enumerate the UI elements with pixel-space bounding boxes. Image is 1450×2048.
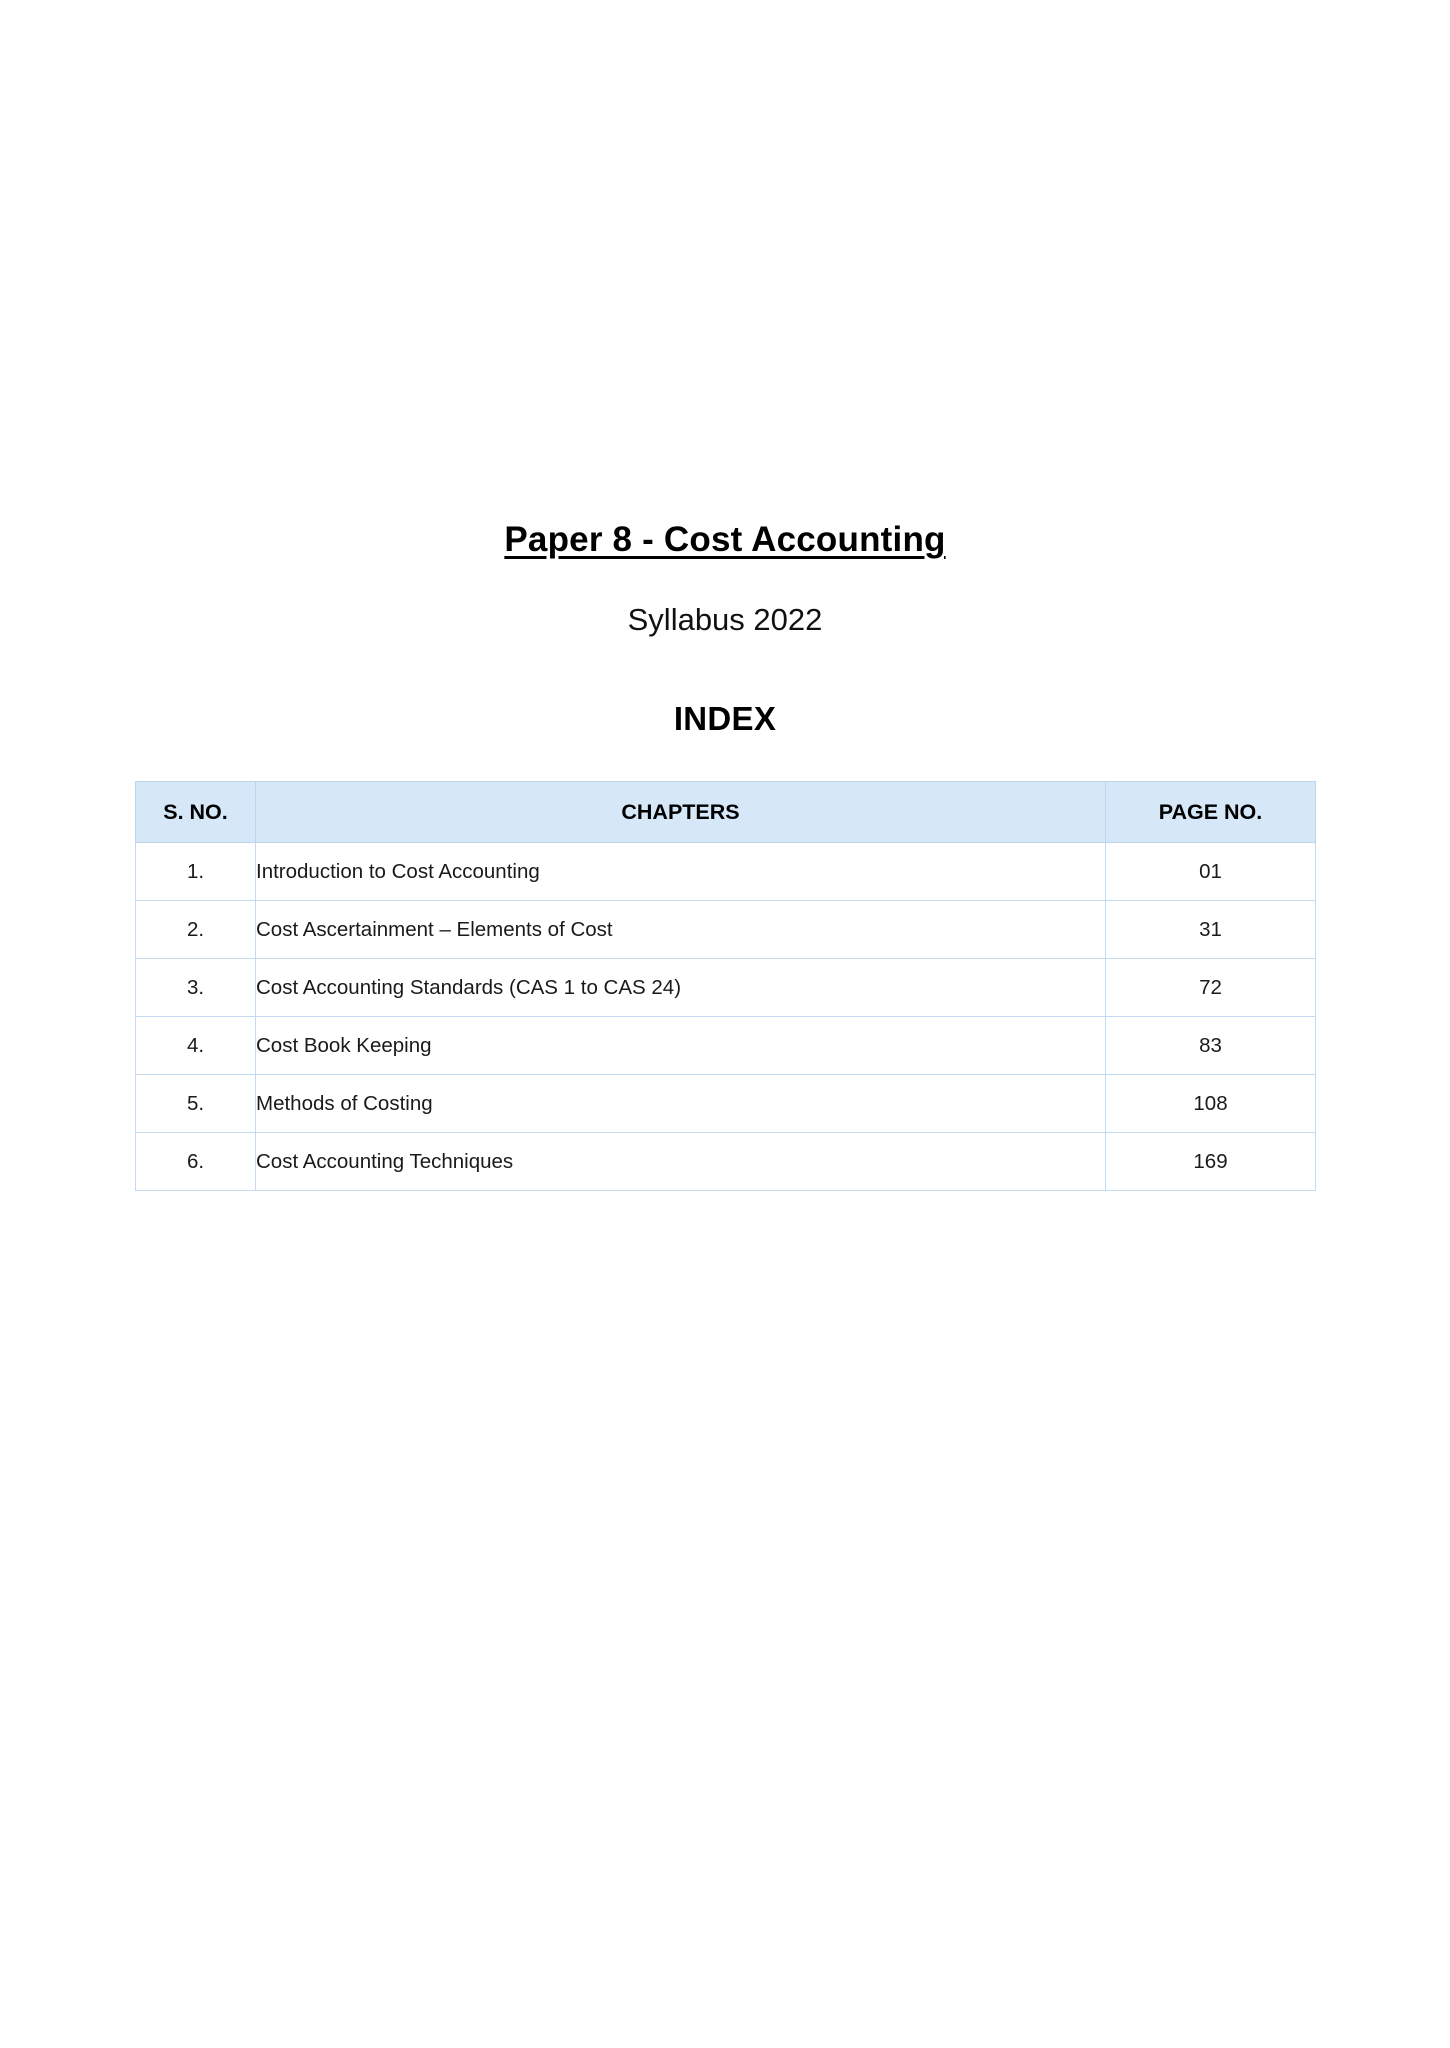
page-title-text: Paper 8 - Cost Accounting (504, 520, 946, 559)
table-header-row (136, 782, 1316, 843)
cell-chapter: Methods of Costing (256, 1075, 1106, 1133)
index-table-head (136, 782, 1316, 843)
table-row (136, 1017, 1316, 1075)
column-header-page-no: PAGE NO. (1106, 782, 1316, 843)
cell-page: 31 (1106, 901, 1316, 959)
page-subtitle: Syllabus 2022 (627, 602, 823, 637)
table-row (136, 959, 1316, 1017)
table-row (136, 901, 1316, 959)
cell-sno: 4. (136, 1017, 256, 1075)
cell-sno: 2. (136, 901, 256, 959)
index-table (135, 781, 1316, 1191)
table-row (136, 1075, 1316, 1133)
cell-page: 83 (1106, 1017, 1316, 1075)
table-row (136, 843, 1316, 901)
index-table-wrapper (135, 781, 1315, 1191)
page-title (0, 520, 1450, 560)
cell-chapter: Cost Ascertainment – Elements of Cost (256, 901, 1106, 959)
cell-sno: 5. (136, 1075, 256, 1133)
table-row (136, 1133, 1316, 1191)
cell-sno: 6. (136, 1133, 256, 1191)
cell-page: 72 (1106, 959, 1316, 1017)
cell-chapter: Introduction to Cost Accounting (256, 843, 1106, 901)
cell-chapter: Cost Accounting Techniques (256, 1133, 1106, 1191)
cell-chapter: Cost Book Keeping (256, 1017, 1106, 1075)
cell-page: 01 (1106, 843, 1316, 901)
index-table-body (136, 843, 1316, 1191)
index-heading: INDEX (673, 700, 777, 737)
cell-sno: 1. (136, 843, 256, 901)
page-content (0, 520, 1450, 1191)
column-header-chapters: CHAPTERS (256, 782, 1106, 843)
cell-chapter: Cost Accounting Standards (CAS 1 to CAS 24) (256, 959, 1106, 1017)
column-header-sno: S. NO. (136, 782, 256, 843)
cell-page: 169 (1106, 1133, 1316, 1191)
cell-sno: 3. (136, 959, 256, 1017)
cell-page: 108 (1106, 1075, 1316, 1133)
